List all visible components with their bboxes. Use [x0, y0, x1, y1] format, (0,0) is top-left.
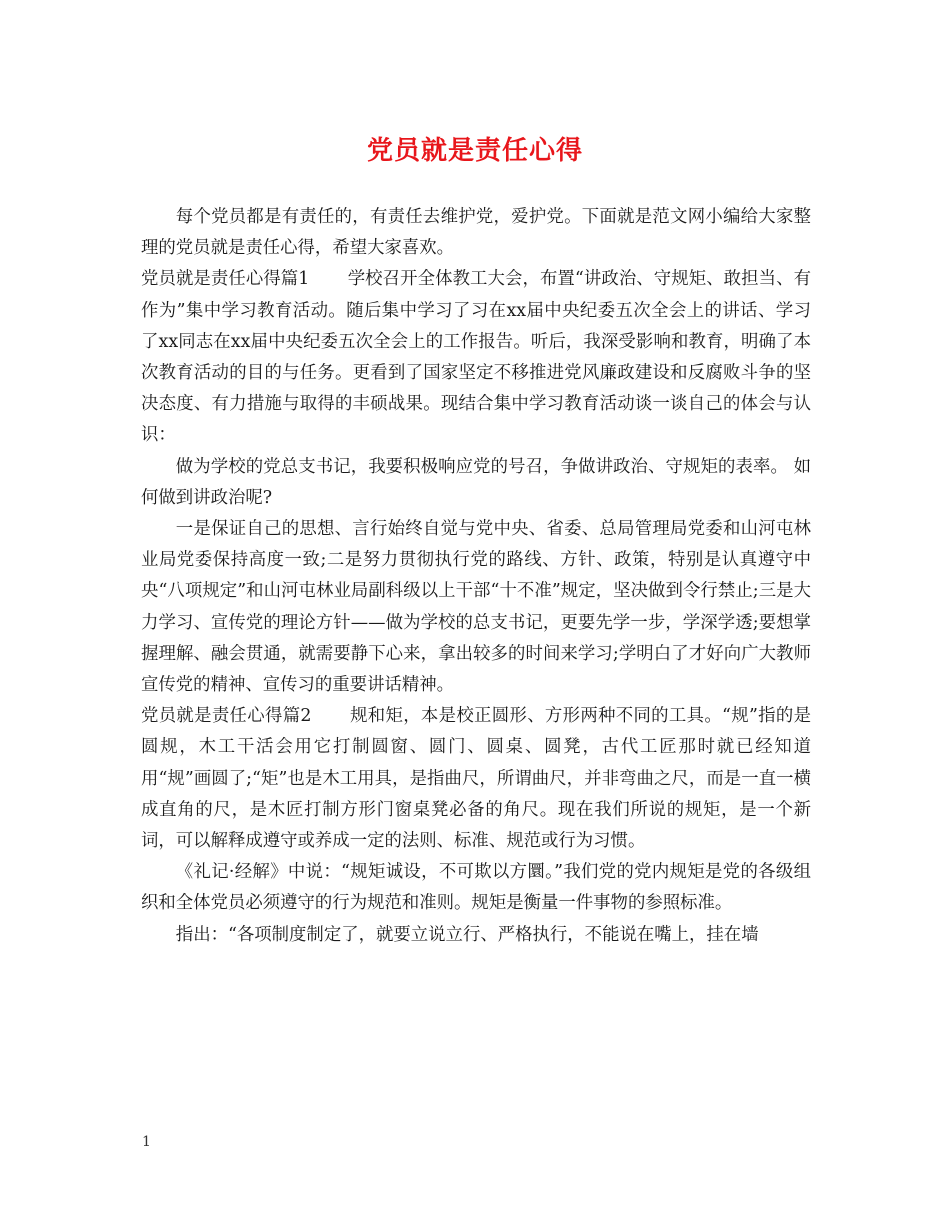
section2-paragraph-3: 指出：“各项制度制定了，就要立说立行、严格执行，不能说在嘴上，挂在墙	[175, 924, 759, 945]
section1-first-paragraph	[141, 264, 811, 451]
document-title: 党员就是责任心得	[366, 136, 583, 166]
section2-heading: 党员就是责任心得篇2	[141, 706, 312, 727]
section1-paragraph-3: 一是保证自己的思想、言行始终自觉与党中央、省委、总局管理局党委和山河屯林业局党委保持高度一致;二是努力贯彻执行党的路线、方针、政策，特别是认真遵守中央“八项规定”和山河屯林业局副科级以上干部“十不准”规定，坚决做到令行禁止;三是大力学习、宣传党的理论方针——做为学校的总支书记，更要先学一步，学深学透;要想掌握理解、融会贯通，就需要静下心来，拿出较多的时间来学习;学明白了才好向广大教师宣传党的精神、宣传习的重要讲话精神。	[141, 519, 811, 696]
section1-paragraph-text: 学校召开全体教工大会，布置“讲政治、守规矩、敢担当、有作为”集中学习教育活动。随后集中学习了习在xx届中央纪委五次全会上的讲话、学习了xx同志在xx届中央纪委五次全会上的工作报告。听后，我深受影响和教育，明确了本次教育活动的目的与任务。更看到了国家坚定不移推进党风廉政建设和反腐败斗争的坚决态度、有力措施与取得的丰硕战果。现结合集中学习教育活动谈一谈自己的体会与认识：	[141, 269, 811, 446]
section1-heading: 党员就是责任心得篇1	[141, 269, 310, 290]
section2-paragraph-2: 《礼记·经解》中说：“规矩诚设，不可欺以方圜。”我们党的党内规矩是党的各级组织和全体党员必须遵守的行为规范和准则。规矩是衡量一件事物的参照标准。	[141, 862, 811, 914]
section1-paragraph-2: 做为学校的党总支书记，我要积极响应党的号召，争做讲政治、守规矩的表率。 如何做到讲政治呢?	[141, 456, 811, 508]
page-number: 1	[142, 1134, 151, 1150]
section2-paragraph-text: 规和矩，本是校正圆形、方形两种不同的工具。“规”指的是圆规，木工干活会用它打制圆窗、圆门、圆桌、圆凳，古代工匠那时就已经知道用“规”画圆了;“矩”也是木工用具，是指曲尺，所谓曲尺，并非弯曲之尺，而是一直一横成直角的尺，是木匠打制方形门窗桌凳必备的角尺。现在我们所说的规矩，是一个新词，可以解释成遵守或养成一定的法则、标准、规范或行为习惯。	[141, 706, 811, 852]
section2-first-paragraph	[141, 701, 811, 857]
document-body	[141, 202, 811, 951]
intro-paragraph: 每个党员都是有责任的，有责任去维护党，爱护党。下面就是范文网小编给大家整理的党员就是责任心得，希望大家喜欢。	[141, 207, 811, 259]
